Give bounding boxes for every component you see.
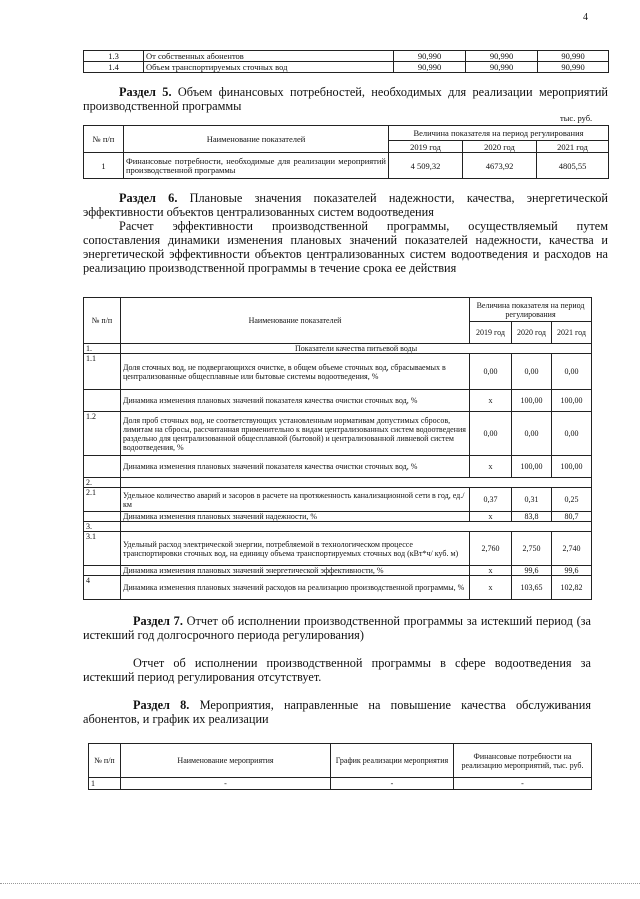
section6-title: Плановые значения показателей надежности, качества, энергетической эффективности объектов централизованных систем водоотведения: [83, 191, 608, 219]
row-number: 1.3: [84, 51, 144, 62]
value-2021: 102,82: [552, 576, 592, 600]
row-number: 1: [89, 778, 121, 790]
table-row: [84, 566, 592, 576]
row-name: Динамика изменения плановых значений показателя качества очистки сточных вод, %: [121, 456, 470, 478]
value-2021: 100,00: [552, 390, 592, 412]
section7-paragraph: Отчет об исполнении производственной программы в сфере водоотведения за истекший период регулирования отсутствует.: [83, 656, 591, 684]
value-2019: 4 509,32: [389, 153, 463, 179]
section8-title: Мероприятия, направленные на повышение качества обслуживания абонентов, и график их реализации: [83, 698, 591, 726]
value-2019: 0,37: [470, 488, 512, 512]
value-2020: 0,00: [512, 354, 552, 390]
header-year-2021: 2021 год: [537, 141, 609, 153]
value-2021: 100,00: [552, 456, 592, 478]
row-name: Доля сточных вод, не подвергающихся очистке, в общем объеме сточных вод, сбрасываемых в централизованные общесплавные или бытовые системы водоотведения, %: [121, 354, 470, 390]
value-2020: 0,31: [512, 488, 552, 512]
table-row: [84, 153, 609, 179]
header-number: № п/п: [84, 126, 124, 153]
value-2020: 2,750: [512, 532, 552, 566]
row-name: Доля проб сточных вод, не соответствующих установленным нормативам допустимых сбросов, лимитам на сбросы, рассчитанная применительно к видам централизованных систем водоотведения раздельно для централизованной общесплавной (бытовой) и централизованной ливневой систем водоотведения, %: [121, 412, 470, 456]
value-2019: 90,990: [394, 51, 466, 62]
section5-unit: тыс. руб.: [560, 113, 593, 123]
row-number: 4: [84, 576, 121, 600]
value-2020: 4673,92: [463, 153, 537, 179]
row-number: [84, 456, 121, 478]
table-row: [84, 390, 592, 412]
header-year-2019: 2019 год: [389, 141, 463, 153]
row-number: 3.1: [84, 532, 121, 566]
row-name: Удельный расход электрической энергии, потребляемой в технологическом процессе транспортировки сточных вод, на единицу объема транспортируемых сточных вод (кВт*ч/ куб. м): [121, 532, 470, 566]
table-row: [84, 344, 592, 354]
section7-heading: [83, 614, 591, 642]
section-number: 1.: [84, 344, 121, 354]
service-measures-table: [88, 743, 592, 790]
header-number: № п/п: [89, 744, 121, 778]
value-2020: 99,6: [512, 566, 552, 576]
row-number: 1.1: [84, 354, 121, 390]
table-row: [84, 51, 609, 62]
value-2020: 83,8: [512, 512, 552, 522]
row-number: 1: [84, 153, 124, 179]
section7-label: Раздел 7.: [133, 614, 183, 628]
value-2020: 100,00: [512, 390, 552, 412]
value-2019: x: [470, 512, 512, 522]
value-2019: x: [470, 456, 512, 478]
value-2019: x: [470, 566, 512, 576]
page-number: 4: [583, 12, 588, 23]
value-2021: 0,25: [552, 488, 592, 512]
value-2021: 2,740: [552, 532, 592, 566]
value-2021: 4805,55: [537, 153, 609, 179]
value-2021: 0,00: [552, 354, 592, 390]
value-2020: 103,65: [512, 576, 552, 600]
header-financial: Финансовые потребности на реализацию мероприятий, тыс. руб.: [454, 744, 592, 778]
header-year-2021: 2021 год: [552, 322, 592, 344]
row-name: Динамика изменения плановых значений надежности, %: [121, 512, 470, 522]
table-row: [84, 488, 592, 512]
table-row: [84, 512, 592, 522]
section8-label: Раздел 8.: [133, 698, 190, 712]
indicators-table: [83, 297, 592, 600]
section5-title: Объем финансовых потребностей, необходимых для реализации мероприятий производственной программы: [83, 85, 608, 113]
row-number: [84, 390, 121, 412]
header-name: Наименование показателей: [124, 126, 389, 153]
row-name: Динамика изменения плановых значений энергетической эффективности, %: [121, 566, 470, 576]
section-title: [121, 522, 592, 532]
section6-paragraph: Расчет эффективности производственной программы, осуществляемый путем сопоставления динамики изменения плановых значений показателей надежности, качества и энергетической эффективности объектов централизованных систем водоотведения и расходов на реализацию производственной программы в течение срока ее действия: [83, 219, 608, 275]
table-row: [89, 778, 592, 790]
row-schedule: -: [331, 778, 454, 790]
header-period: Величина показателя на период регулирования: [389, 126, 609, 141]
row-number: 1.4: [84, 62, 144, 73]
row-name: -: [121, 778, 331, 790]
value-2021: 90,990: [538, 51, 609, 62]
consumption-table: [83, 50, 609, 73]
table-row: [84, 478, 592, 488]
value-2019: 2,760: [470, 532, 512, 566]
value-2019: 0,00: [470, 412, 512, 456]
value-2020: 0,00: [512, 412, 552, 456]
header-number: № п/п: [84, 298, 121, 344]
section8-heading: [83, 698, 591, 726]
section6-heading: [83, 191, 608, 219]
section-number: 2.: [84, 478, 121, 488]
section-title: Показатели качества питьевой воды: [121, 344, 592, 354]
header-year-2020: 2020 год: [512, 322, 552, 344]
header-year-2019: 2019 год: [470, 322, 512, 344]
value-2019: x: [470, 390, 512, 412]
row-name: Динамика изменения плановых значений показателя качества очистки сточных вод, %: [121, 390, 470, 412]
value-2020: 90,990: [466, 51, 538, 62]
row-number: 2.1: [84, 488, 121, 512]
row-number: [84, 566, 121, 576]
row-number: 1.2: [84, 412, 121, 456]
table-row: [84, 354, 592, 390]
row-financial: -: [454, 778, 592, 790]
table-row: [84, 576, 592, 600]
section-number: 3.: [84, 522, 121, 532]
table-row: [84, 522, 592, 532]
table-row: [84, 62, 609, 73]
header-name: Наименование мероприятия: [121, 744, 331, 778]
table-row: [84, 532, 592, 566]
section6-label: Раздел 6.: [119, 191, 178, 205]
header-year-2020: 2020 год: [463, 141, 537, 153]
value-2019: 0,00: [470, 354, 512, 390]
row-number: [84, 512, 121, 522]
table-row: [84, 456, 592, 478]
table-row: [84, 412, 592, 456]
section-title: [121, 478, 592, 488]
value-2019: x: [470, 576, 512, 600]
value-2021: 90,990: [538, 62, 609, 73]
header-period: Величина показателя на период регулирования: [470, 298, 592, 322]
section5-label: Раздел 5.: [119, 85, 172, 99]
section5-heading: [83, 85, 608, 113]
value-2020: 100,00: [512, 456, 552, 478]
row-name: Финансовые потребности, необходимые для реализации мероприятий производственной программы: [124, 153, 389, 179]
value-2021: 80,7: [552, 512, 592, 522]
row-name: От собственных абонентов: [144, 51, 394, 62]
row-name: Динамика изменения плановых значений расходов на реализацию производственной программы, %: [121, 576, 470, 600]
section7-title: Отчет об исполнении производственной программы за истекший период (за истекший год долгосрочного периода регулирования): [83, 614, 591, 642]
value-2020: 90,990: [466, 62, 538, 73]
page-bottom-divider: [0, 883, 640, 884]
header-schedule: График реализации мероприятия: [331, 744, 454, 778]
value-2021: 0,00: [552, 412, 592, 456]
header-name: Наименование показателей: [121, 298, 470, 344]
row-name: Удельное количество аварий и засоров в расчете на протяженность канализационной сети в год, ед./ км: [121, 488, 470, 512]
financial-needs-table: [83, 125, 609, 179]
value-2021: 99,6: [552, 566, 592, 576]
row-name: Объем транспортируемых сточных вод: [144, 62, 394, 73]
value-2019: 90,990: [394, 62, 466, 73]
